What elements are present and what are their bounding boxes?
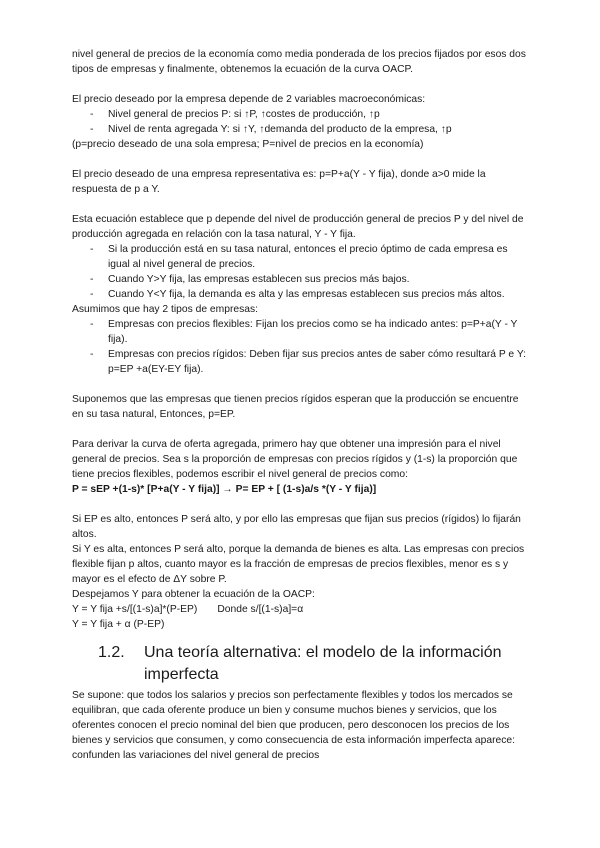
formula-1: Y = Y fija +s/[(1-s)a]*(P-EP) Donde s/[(1-s)a]=α bbox=[72, 604, 304, 615]
list-item: - Empresas con precios flexibles: Fijan los precios como se ha indicado antes: p=P+a(Y - Y fija). bbox=[90, 317, 532, 347]
precio-deseado-intro: El precio deseado por la empresa depende de 2 variables macroeconómicas: bbox=[72, 94, 426, 105]
list-item: - Empresas con precios rígidos: Deben fijar sus precios antes de saber cómo resultará P e Y: p=EP +a(EY-EY fija). bbox=[90, 347, 532, 377]
ecuacion-intro: Esta ecuación establece que p depende del nivel de producción general de precios P y del nivel de producción agregada en relación con la tasa natural, Y - Y fija. bbox=[72, 214, 524, 240]
section-heading bbox=[72, 642, 532, 686]
section-number: 1.2. bbox=[98, 644, 125, 661]
despejamos-paragraph: Despejamos Y para obtener la ecuación de la OACP: bbox=[72, 589, 315, 600]
precio-deseado-note: (p=precio deseado de una sola empresa; P=nivel de precios en la economía) bbox=[72, 139, 424, 150]
se-supone-paragraph: Se supone: que todos los salarios y precios son perfectamente flexibles y todos los mercados se equilibran, que cada oferente produce un bien y consume muchos bienes y servicios, que los oferentes conocen el precio nominal del bien que producen, pero desconocen los precios de los bienes y servicios que consumen, y como consecuencia de esta información imperfecta aparece: confunden las variaciones del nivel general de precios bbox=[72, 690, 515, 761]
list-item: - Nivel general de precios P: si ↑P, ↑costes de producción, ↑p bbox=[90, 107, 532, 122]
intro-paragraph: nivel general de precios de la economía como media ponderada de los precios fijados por esos dos tipos de empresas y finalmente, obtenemos la ecuación de la curva OACP. bbox=[72, 49, 526, 75]
representativa-paragraph: El precio deseado de una empresa representativa es: p=P+a(Y - Y fija), donde a>0 mide la respuesta de p a Y. bbox=[72, 169, 486, 195]
list-item: - Cuando Y>Y fija, las empresas establecen sus precios más bajos. bbox=[90, 272, 532, 287]
si-ep-paragraph: Si EP es alto, entonces P será alto, y por ello las empresas que fijan sus precios (rígidos) lo fijarán altos. bbox=[72, 514, 521, 540]
document-body bbox=[72, 47, 532, 763]
suponemos-paragraph: Suponemos que las empresas que tienen precios rígidos esperan que la producción se encuentre en su tasa natural, Entonces, p=EP. bbox=[72, 394, 519, 420]
formula-bold: P = sEP +(1-s)* [P+a(Y - Y fija)] → P= EP + [ (1-s)a/s *(Y - Y fija)] bbox=[72, 484, 377, 495]
formula-2: Y = Y fija + α (P-EP) bbox=[72, 619, 165, 630]
list-item: - Cuando Y<Y fija, la demanda es alta y las empresas establecen sus precios más altos. bbox=[90, 287, 532, 302]
precio-deseado-list bbox=[72, 107, 532, 137]
si-y-paragraph: Si Y es alta, entonces P será alto, porque la demanda de bienes es alta. Las empresas con precios flexible fijan p altos, cuanto mayor es la fracción de empresas de precios flexibles, menor es s y mayor es el efecto de ΔY sobre P. bbox=[72, 544, 525, 585]
derivar-paragraph: Para derivar la curva de oferta agregada, primero hay que obtener una impresión para el nivel general de precios. Sea s la proporción de empresas con precios rígidos y (1-s) la proporción que tiene precios flexibles, podemos escribir el nivel general de precios como: bbox=[72, 439, 518, 480]
ecuacion-list bbox=[72, 242, 532, 302]
section-title: Una teoría alternativa: el modelo de la información imperfecta bbox=[144, 644, 502, 683]
tipos-intro: Asumimos que hay 2 tipos de empresas: bbox=[72, 304, 259, 315]
list-item: - Si la producción está en su tasa natural, entonces el precio óptimo de cada empresa es igual al nivel general de precios. bbox=[90, 242, 532, 272]
list-item: - Nivel de renta agregada Y: si ↑Y, ↑demanda del producto de la empresa, ↑p bbox=[90, 122, 532, 137]
tipos-list bbox=[72, 317, 532, 377]
